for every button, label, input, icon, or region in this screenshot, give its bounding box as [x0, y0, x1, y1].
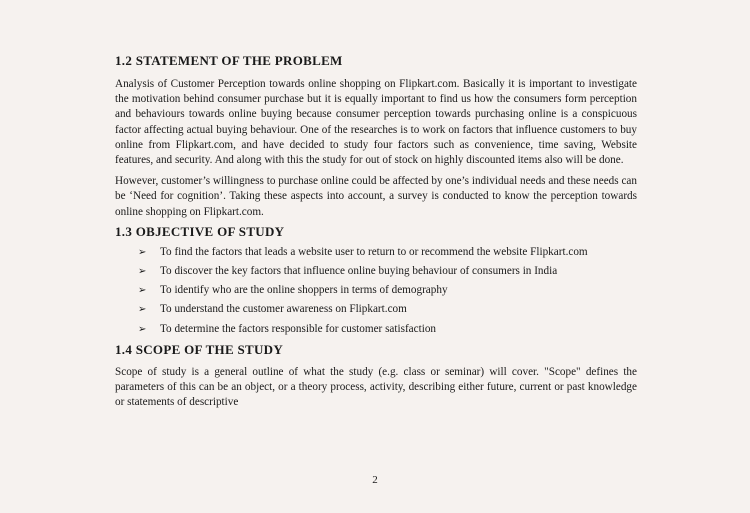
- arrow-bullet-icon: ➢: [138, 323, 147, 335]
- list-item: [115, 264, 637, 279]
- section-objective-of-study: [115, 223, 637, 337]
- list-item: [115, 322, 637, 337]
- arrow-bullet-icon: ➢: [138, 266, 147, 278]
- list-item-text: To discover the key factors that influence online buying behaviour of consumers in India: [160, 265, 558, 278]
- section-heading: 1.2 STATEMENT OF THE PROBLEM: [115, 53, 343, 68]
- paragraph: Scope of study is a general outline of what the study (e.g. class or seminar) will cover. "Scope" defines the parameters of this can be an object, or a theory process, activity, describing either future, current or past knowledge or statements of descriptive: [115, 365, 637, 409]
- paragraph: However, customer’s willingness to purchase online could be affected by one’s individual needs and these needs can be ‘Need for cognition’. Taking these aspects into account, a survey is conducted to know the perception towards online shopping on Flipkart.com.: [115, 175, 637, 218]
- arrow-bullet-icon: ➢: [138, 285, 147, 297]
- section-statement-of-problem: [115, 52, 637, 220]
- page-number: 2: [372, 474, 378, 486]
- list-item-text: To find the factors that leads a website user to return to or recommend the website Flipkart.com: [160, 245, 588, 258]
- arrow-bullet-icon: ➢: [138, 304, 147, 316]
- paragraph: Analysis of Customer Perception towards online shopping on Flipkart.com. Basically it is important to investigate the motivation behind consumer purchase but it is equally important to find us how the consumers form perception and behaviours towards online buying because consumer perception towards purchasing online is a conspicuous factor affecting actual buying behaviour. One of the researches is to work on factors that influence customers to buy online from Flipkart.com, and have decided to study four factors such as convenience, time saving, Website features, and security. And along with this the study for out of stock on highly discounted items also will be done.: [115, 78, 637, 167]
- list-item: [115, 245, 637, 260]
- list-item-text: To determine the factors responsible for customer satisfaction: [160, 322, 437, 335]
- list-item-text: To understand the customer awareness on Flipkart.com: [160, 303, 407, 316]
- section-heading: 1.3 OBJECTIVE OF STUDY: [115, 223, 285, 239]
- section-heading: 1.4 SCOPE OF THE STUDY: [115, 341, 284, 357]
- list-item: [115, 302, 637, 317]
- arrow-bullet-icon: ➢: [138, 246, 147, 258]
- section-scope-of-study: [115, 341, 637, 411]
- list-item-text: To identify who are the online shoppers in terms of demography: [160, 284, 448, 297]
- list-item: [115, 283, 637, 298]
- objective-list: [115, 245, 637, 337]
